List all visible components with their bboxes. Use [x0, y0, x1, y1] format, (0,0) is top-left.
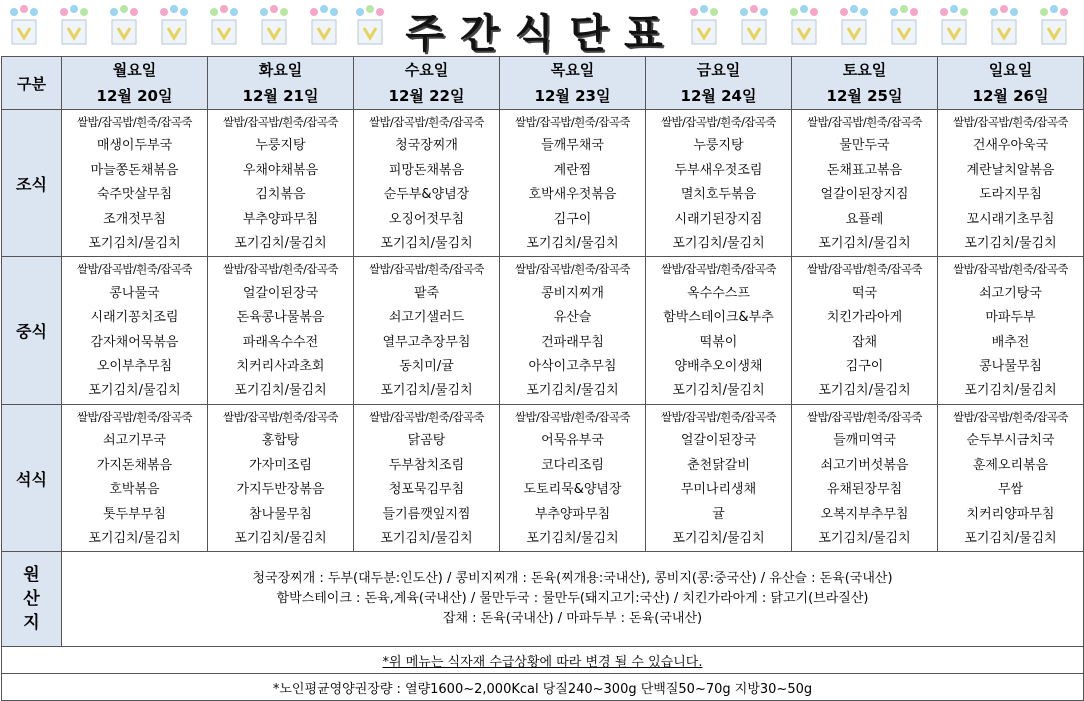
menu-item: 포기김치/물김치 — [234, 530, 327, 546]
menu-item: 두부참치조림 — [388, 457, 465, 473]
menu-cell — [646, 257, 792, 404]
origin-label — [2, 552, 62, 647]
menu-staple: 쌀밥/잡곡밥/흰죽/잡곡죽 — [369, 115, 484, 129]
menu-item: 포기김치/물김치 — [526, 236, 619, 252]
menu-cell — [354, 257, 500, 404]
menu-item: 포기김치/물김치 — [672, 236, 765, 252]
day-header-fri — [646, 57, 792, 110]
meal-row-dinner — [2, 404, 1084, 551]
menu-item: 부추양파무침 — [242, 211, 319, 227]
menu-staple: 쌀밥/잡곡밥/흰죽/잡곡죽 — [953, 409, 1068, 424]
menu-staple: 쌀밥/잡곡밥/흰죽/잡곡죽 — [515, 115, 630, 129]
menu-item: 포기김치/물김치 — [88, 236, 181, 252]
menu-item: 배추전 — [991, 334, 1030, 350]
menu-item: 계란날치알볶음 — [966, 162, 1055, 178]
day-date: 12월 20일 — [96, 87, 173, 105]
menu-item: 콩나물무침 — [979, 359, 1042, 375]
menu-staple: 쌀밥/잡곡밥/흰죽/잡곡죽 — [515, 262, 630, 277]
menu-item: 가지두반장볶음 — [236, 482, 325, 498]
menu-item: 우채야채볶음 — [242, 162, 319, 178]
menu-item: 홍합탕 — [261, 433, 300, 449]
menu-item: 청포묵김무침 — [388, 482, 465, 498]
meal-row-breakfast — [2, 110, 1084, 257]
menu-item: 코다리조림 — [541, 457, 604, 473]
menu-cell — [62, 110, 208, 257]
menu-item: 돈육콩나물볶음 — [236, 310, 325, 326]
menu-item: 얼갈이된장국 — [680, 433, 757, 449]
menu-staple: 쌀밥/잡곡밥/흰죽/잡곡죽 — [515, 409, 630, 424]
menu-cell — [646, 110, 792, 257]
menu-item: 훈제오리볶음 — [972, 457, 1049, 473]
menu-staple: 쌀밥/잡곡밥/흰죽/잡곡죽 — [223, 115, 338, 129]
day-name: 목요일 — [550, 61, 595, 79]
menu-item: 시래기된장지짐 — [674, 211, 763, 227]
menu-item: 부추양파무침 — [534, 506, 611, 522]
menu-cell — [938, 404, 1084, 551]
menu-item: 포기김치/물김치 — [380, 236, 473, 252]
menu-cell — [500, 257, 646, 404]
menu-item: 들깨무채국 — [541, 138, 604, 154]
menu-item: 무쌈 — [997, 482, 1024, 498]
menu-item: 들기름깻잎지찜 — [382, 506, 471, 522]
day-name: 화요일 — [258, 61, 303, 79]
day-name: 금요일 — [696, 61, 741, 79]
menu-item: 돈채표고볶음 — [826, 162, 903, 178]
menu-staple: 쌀밥/잡곡밥/흰죽/잡곡죽 — [953, 115, 1068, 129]
menu-item: 유산슬 — [553, 310, 592, 326]
header-row — [2, 57, 1084, 110]
menu-item: 청국장찌개 — [395, 138, 458, 154]
menu-item: 양배추오이생채 — [674, 359, 763, 375]
menu-item: 꼬시래기초무침 — [966, 211, 1055, 227]
menu-item: 떡국 — [851, 285, 878, 301]
page-title: 주간식단표 — [405, 11, 679, 57]
menu-item: 계란찜 — [553, 162, 592, 178]
menu-item: 포기김치/물김치 — [526, 383, 619, 399]
nutrition-row — [2, 674, 1084, 701]
menu-item: 포기김치/물김치 — [88, 383, 181, 399]
origin-line: 잡채 : 돈육(국내산) / 마파두부 : 돈육(국내산) — [442, 611, 703, 627]
menu-item: 콩나물국 — [109, 285, 160, 301]
menu-item: 포기김치/물김치 — [380, 530, 473, 546]
menu-cell — [354, 110, 500, 257]
meal-label: 석식 — [2, 404, 62, 551]
menu-item: 오이부추무침 — [96, 359, 173, 375]
menu-staple: 쌀밥/잡곡밥/흰죽/잡곡죽 — [953, 262, 1068, 277]
origin-label-char: 지 — [23, 613, 40, 634]
menu-cell — [500, 110, 646, 257]
menu-item: 호박새우젓볶음 — [528, 187, 617, 203]
origin-info — [62, 552, 1084, 647]
menu-item: 순두부시금치국 — [966, 433, 1055, 449]
menu-item: 감자채어묵볶음 — [90, 334, 179, 350]
day-date: 12월 25일 — [826, 87, 903, 105]
origin-row — [2, 552, 1084, 647]
menu-item: 동치미/귤 — [399, 359, 454, 375]
menu-item: 포기김치/물김치 — [672, 383, 765, 399]
menu-staple: 쌀밥/잡곡밥/흰죽/잡곡죽 — [661, 262, 776, 277]
day-name: 토요일 — [842, 61, 887, 79]
menu-item: 포기김치/물김치 — [526, 530, 619, 546]
menu-staple: 쌀밥/잡곡밥/흰죽/잡곡죽 — [807, 262, 922, 277]
menu-item: 아삭이고추무침 — [528, 359, 617, 375]
menu-item: 포기김치/물김치 — [964, 530, 1057, 546]
meal-label: 중식 — [2, 257, 62, 404]
menu-item: 조개젓무침 — [103, 211, 166, 227]
menu-table — [1, 56, 1084, 701]
menu-item: 숙주맛살무침 — [96, 187, 173, 203]
menu-item: 포기김치/물김치 — [88, 530, 181, 546]
menu-item: 포기김치/물김치 — [234, 383, 327, 399]
menu-cell — [938, 257, 1084, 404]
menu-item: 유채된장무침 — [826, 482, 903, 498]
menu-item: 잡채 — [851, 334, 878, 350]
day-header-sat — [792, 57, 938, 110]
menu-cell — [354, 404, 500, 551]
menu-cell — [938, 110, 1084, 257]
menu-staple: 쌀밥/잡곡밥/흰죽/잡곡죽 — [223, 409, 338, 424]
menu-item: 김치볶음 — [255, 187, 306, 203]
menu-item: 가자미조림 — [249, 457, 312, 473]
menu-cell — [646, 404, 792, 551]
menu-item: 포기김치/물김치 — [964, 236, 1057, 252]
menu-item: 톳두부무침 — [103, 506, 166, 522]
menu-staple: 쌀밥/잡곡밥/흰죽/잡곡죽 — [807, 115, 922, 129]
day-date: 12월 21일 — [242, 87, 319, 105]
menu-item: 순두부&양념장 — [383, 187, 470, 203]
menu-cell — [208, 404, 354, 551]
menu-item: 포기김치/물김치 — [380, 383, 473, 399]
menu-item: 오징어젓무침 — [388, 211, 465, 227]
menu-item: 얼갈이된장지짐 — [820, 187, 909, 203]
menu-item: 쇠고기버섯볶음 — [820, 457, 909, 473]
menu-item: 치킨가라아게 — [826, 310, 903, 326]
day-header-sun — [938, 57, 1084, 110]
menu-cell — [62, 404, 208, 551]
menu-item: 팥죽 — [413, 285, 440, 301]
menu-item: 포기김치/물김치 — [818, 530, 911, 546]
menu-item: 쇠고기샐러드 — [388, 310, 465, 326]
day-name: 월요일 — [112, 61, 157, 79]
menu-cell — [62, 257, 208, 404]
menu-item: 치커리양파무침 — [966, 506, 1055, 522]
menu-item: 참나물무침 — [249, 506, 312, 522]
menu-item: 닭곰탕 — [407, 433, 446, 449]
meal-label: 조식 — [2, 110, 62, 257]
menu-cell — [208, 110, 354, 257]
title-bar — [0, 0, 1084, 57]
day-header-tue — [208, 57, 354, 110]
menu-item: 물만두국 — [839, 138, 890, 154]
day-name: 일요일 — [988, 61, 1033, 79]
menu-item: 함박스테이크&부추 — [663, 310, 774, 326]
day-header-mon — [62, 57, 208, 110]
menu-item: 열무고추장무침 — [382, 334, 471, 350]
day-header-wed — [354, 57, 500, 110]
day-date: 12월 26일 — [972, 87, 1049, 105]
menu-item: 가지돈채볶음 — [96, 457, 173, 473]
day-header-thu — [500, 57, 646, 110]
menu-item: 도라지무침 — [979, 187, 1042, 203]
day-date: 12월 23일 — [534, 87, 611, 105]
note-row — [2, 647, 1084, 674]
menu-item: 김구이 — [553, 211, 592, 227]
day-date: 12월 22일 — [388, 87, 465, 105]
menu-item: 귤 — [712, 506, 725, 522]
menu-item: 매생이두부국 — [96, 138, 173, 154]
day-name: 수요일 — [404, 61, 449, 79]
menu-staple: 쌀밥/잡곡밥/흰죽/잡곡죽 — [661, 409, 776, 424]
menu-item: 춘천닭갈비 — [687, 457, 750, 473]
menu-item: 쇠고기무국 — [103, 433, 166, 449]
menu-item: 도토리묵&양념장 — [523, 482, 622, 498]
menu-staple: 쌀밥/잡곡밥/흰죽/잡곡죽 — [77, 262, 192, 277]
menu-staple: 쌀밥/잡곡밥/흰죽/잡곡죽 — [369, 262, 484, 277]
menu-item: 얼갈이된장국 — [242, 285, 319, 301]
menu-item: 김구이 — [845, 359, 884, 375]
menu-cell — [792, 257, 938, 404]
menu-item: 포기김치/물김치 — [964, 383, 1057, 399]
menu-cell — [208, 257, 354, 404]
day-date: 12월 24일 — [680, 87, 757, 105]
menu-item: 무미나리생채 — [680, 482, 757, 498]
menu-item: 콩비지찌개 — [541, 285, 604, 301]
menu-item: 시래기꽁치조림 — [90, 310, 179, 326]
menu-item: 들깨미역국 — [833, 433, 896, 449]
menu-item: 치커리사과초회 — [236, 359, 325, 375]
menu-staple: 쌀밥/잡곡밥/흰죽/잡곡죽 — [77, 115, 192, 129]
header-label: 구분 — [2, 57, 62, 110]
menu-item: 포기김치/물김치 — [818, 236, 911, 252]
menu-item: 호박볶음 — [109, 482, 160, 498]
menu-item: 오복지부추무침 — [820, 506, 909, 522]
menu-cell — [792, 404, 938, 551]
origin-line: 청국장찌개 : 두부(대두분:인도산) / 콩비지찌개 : 돈육(찌개용:국내산), 콩비지(콩:중국산) / 유산슬 : 돈육(국내산) — [252, 571, 893, 587]
meal-row-lunch — [2, 257, 1084, 404]
menu-item: 쇠고기탕국 — [979, 285, 1042, 301]
menu-item: 포기김치/물김치 — [818, 383, 911, 399]
menu-cell — [792, 110, 938, 257]
menu-staple: 쌀밥/잡곡밥/흰죽/잡곡죽 — [807, 409, 922, 424]
menu-item: 포기김치/물김치 — [672, 530, 765, 546]
menu-item: 두부새우젓조림 — [674, 162, 763, 178]
menu-item: 파래옥수수전 — [242, 334, 319, 350]
menu-staple: 쌀밥/잡곡밥/흰죽/잡곡죽 — [369, 409, 484, 424]
menu-item: 건파래무침 — [541, 334, 604, 350]
menu-staple: 쌀밥/잡곡밥/흰죽/잡곡죽 — [77, 409, 192, 424]
change-notice: *위 메뉴는 식자재 수급상황에 따라 변경 될 수 있습니다. — [2, 647, 1084, 674]
origin-line: 함박스테이크 : 돈육,계육(국내산) / 물만두국 : 물만두(돼지고기:국산) / 치킨가라아게 : 닭고기(브라질산) — [276, 591, 869, 607]
menu-item: 요플레 — [845, 211, 884, 227]
menu-staple: 쌀밥/잡곡밥/흰죽/잡곡죽 — [223, 262, 338, 277]
menu-item: 옥수수스프 — [687, 285, 750, 301]
menu-item: 어묵유부국 — [541, 433, 604, 449]
menu-item: 마늘쫑돈채볶음 — [90, 162, 179, 178]
nutrition-guideline: *노인평균영양권장량 : 열량1600~2,000Kcal 당질240~300g 단백질50~70g 지방30~50g — [2, 674, 1084, 701]
menu-item: 마파두부 — [985, 310, 1036, 326]
menu-item: 건새우아욱국 — [972, 138, 1049, 154]
origin-label-char: 원 — [23, 565, 40, 586]
menu-item: 누룽지탕 — [255, 138, 306, 154]
menu-item: 포기김치/물김치 — [234, 236, 327, 252]
menu-item: 떡볶이 — [699, 334, 738, 350]
menu-item: 누룽지탕 — [693, 138, 744, 154]
menu-cell — [500, 404, 646, 551]
menu-staple: 쌀밥/잡곡밥/흰죽/잡곡죽 — [661, 115, 776, 129]
menu-item: 멸치호두볶음 — [680, 187, 757, 203]
origin-label-char: 산 — [23, 589, 40, 610]
menu-item: 피망돈채볶음 — [388, 162, 465, 178]
